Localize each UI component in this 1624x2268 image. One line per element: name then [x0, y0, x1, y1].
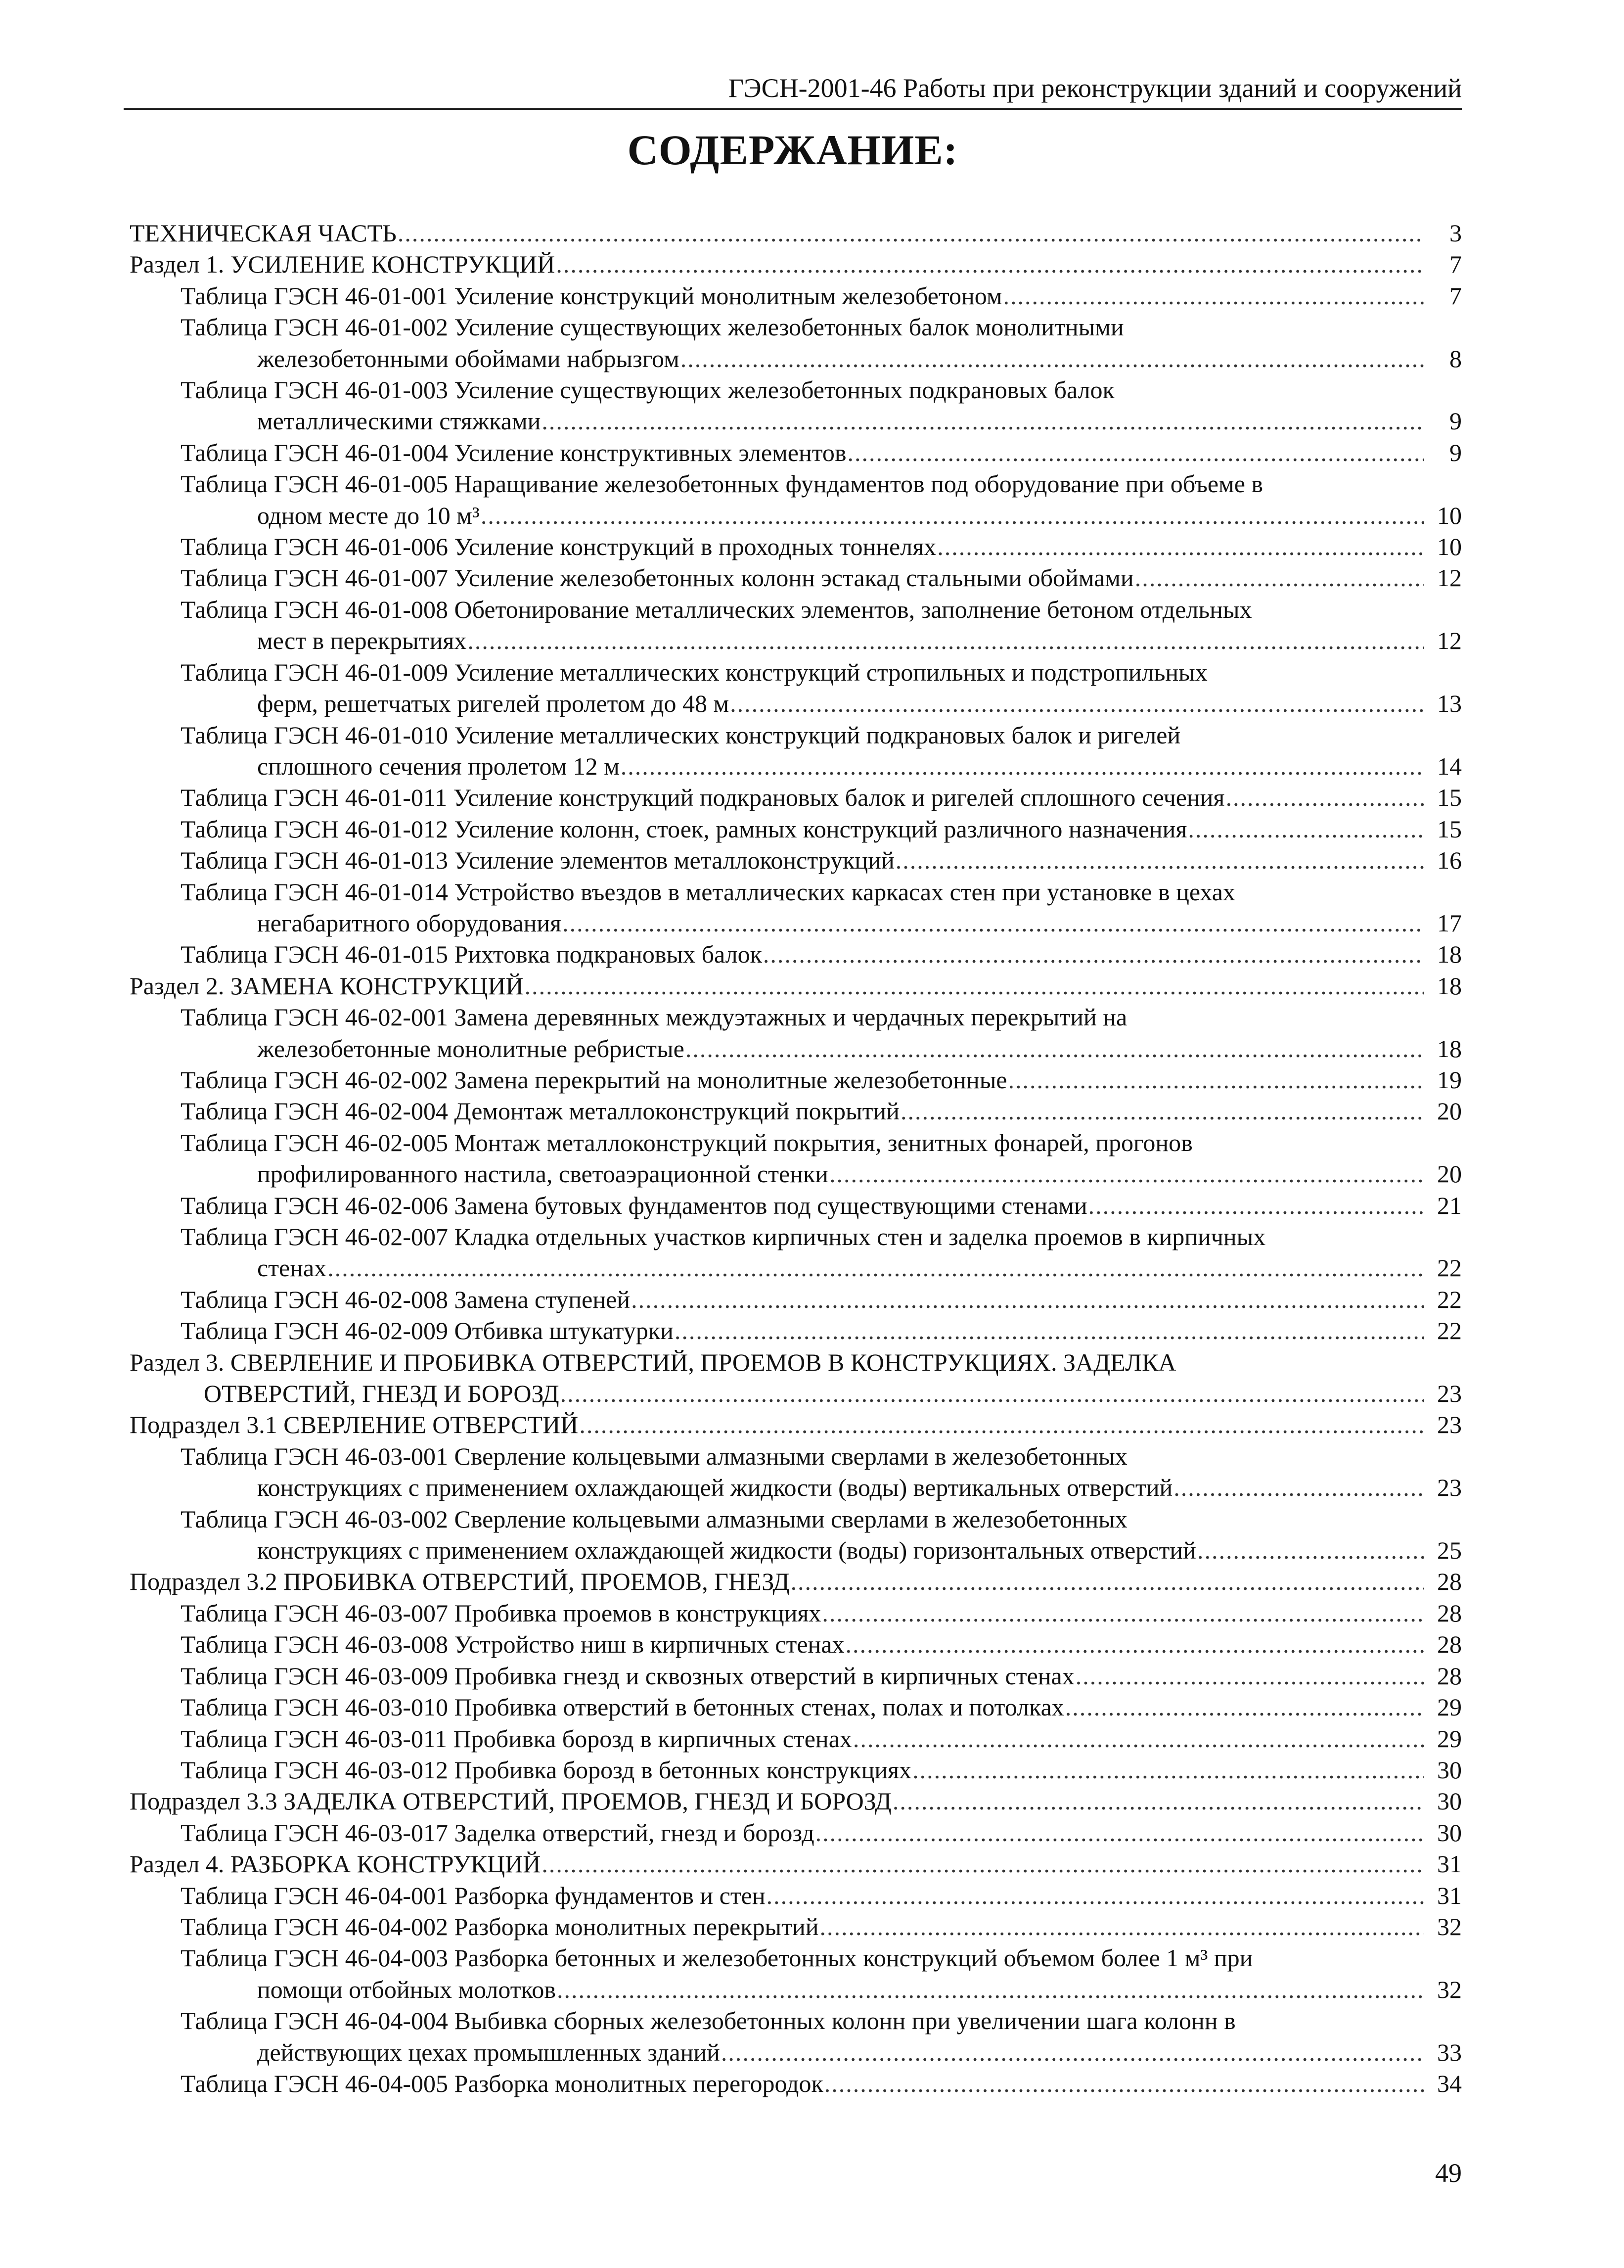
- toc-entry-line: [180, 437, 1462, 468]
- toc-entry-line: Таблица ГЭСН 46-02-001 Замена деревянных междуэтажных и чердачных перекрытий на: [180, 1003, 1128, 1031]
- toc-table-entry[interactable]: [0, 562, 1624, 594]
- toc-page-number: 29: [1437, 1693, 1462, 1721]
- toc-table-entry[interactable]: [0, 877, 1624, 939]
- toc-page-number: 17: [1437, 909, 1462, 937]
- toc-leader-dots: [579, 1409, 1424, 1440]
- toc-entry-line: Таблица ГЭСН 46-01-009 Усиление металлических конструкций стропильных и подстропильных: [180, 658, 1208, 686]
- toc-leader-dots: [675, 1315, 1424, 1346]
- toc-table-entry[interactable]: [0, 280, 1624, 312]
- toc-entry-text: Таблица ГЭСН 46-03-009 Пробивка гнезд и сквозных отверстий в кирпичных стенах: [180, 1662, 1075, 1690]
- toc-table-entry[interactable]: [0, 845, 1624, 876]
- toc-page-number: 20: [1437, 1160, 1462, 1188]
- toc-page-number: 23: [1437, 1411, 1462, 1439]
- toc-section-entry[interactable]: [0, 1347, 1624, 1410]
- table-of-contents: [0, 218, 1624, 2099]
- toc-table-entry[interactable]: [0, 1723, 1624, 1755]
- toc-entry-line: [130, 1786, 1462, 1817]
- toc-entry-line: [180, 1598, 1462, 1629]
- toc-table-entry[interactable]: [0, 720, 1624, 783]
- toc-section-entry[interactable]: [0, 971, 1624, 1002]
- toc-entry-text: Таблица ГЭСН 46-02-008 Замена ступеней: [180, 1285, 631, 1313]
- toc-leader-dots: [901, 1096, 1424, 1127]
- toc-entry-line: [180, 814, 1462, 845]
- toc-table-entry[interactable]: [0, 594, 1624, 657]
- toc-page-number: 33: [1437, 2038, 1462, 2066]
- toc-page-number: 10: [1437, 533, 1462, 561]
- toc-table-entry[interactable]: [0, 1598, 1624, 1629]
- toc-leader-dots: [560, 1378, 1424, 1409]
- toc-table-entry[interactable]: [0, 814, 1624, 845]
- toc-entry-text: Таблица ГЭСН 46-03-010 Пробивка отверстий в бетонных стенах, полах и потолках: [180, 1693, 1064, 1721]
- toc-leader-dots: [556, 249, 1424, 280]
- toc-section-entry[interactable]: [0, 1409, 1624, 1440]
- toc-leader-dots: [824, 2068, 1424, 2099]
- toc-leader-dots: [721, 2037, 1424, 2068]
- toc-section-entry[interactable]: [0, 218, 1624, 249]
- toc-leader-dots: [1008, 1065, 1424, 1096]
- toc-leader-dots: [790, 1566, 1424, 1597]
- toc-table-entry[interactable]: [0, 1127, 1624, 1190]
- toc-entry-line: [180, 1755, 1462, 1786]
- toc-table-entry[interactable]: [0, 782, 1624, 813]
- toc-leader-dots: [621, 751, 1424, 782]
- toc-page-number: 30: [1437, 1787, 1462, 1815]
- toc-leader-dots: [1197, 1535, 1424, 1566]
- toc-leader-dots: [467, 625, 1424, 656]
- toc-entry-line: [180, 751, 1462, 782]
- toc-entry-line: [180, 1817, 1462, 1849]
- toc-entry-text: ОТВЕРСТИЙ, ГНЕЗД И БОРОЗД: [204, 1380, 559, 1408]
- toc-entry-line: [180, 939, 1462, 970]
- toc-table-entry[interactable]: [0, 531, 1624, 562]
- toc-table-entry[interactable]: [0, 1315, 1624, 1346]
- toc-page-number: 18: [1437, 940, 1462, 969]
- toc-page-number: 25: [1437, 1536, 1462, 1565]
- toc-page-number: 7: [1449, 250, 1462, 278]
- toc-page-number: 7: [1449, 281, 1462, 310]
- toc-entry-text: Раздел 1. УСИЛЕНИЕ КОНСТРУКЦИЙ: [130, 250, 555, 278]
- toc-entry-text: стенах: [257, 1254, 327, 1282]
- toc-leader-dots: [562, 908, 1424, 939]
- toc-table-entry[interactable]: [0, 1911, 1624, 1943]
- toc-entry-line: [180, 1911, 1462, 1943]
- toc-table-entry[interactable]: [0, 1692, 1624, 1723]
- toc-entry-text: Таблица ГЭСН 46-03-011 Пробивка борозд в кирпичных стенах: [180, 1724, 852, 1753]
- toc-entry-line: [180, 1033, 1462, 1065]
- toc-leader-dots: [1065, 1692, 1424, 1723]
- toc-entry-text: Раздел 2. ЗАМЕНА КОНСТРУКЦИЙ: [130, 972, 524, 1000]
- toc-page-number: 14: [1437, 752, 1462, 780]
- toc-entry-line: [130, 1849, 1462, 1880]
- toc-entry-text: Таблица ГЭСН 46-03-007 Пробивка проемов в конструкциях: [180, 1599, 821, 1627]
- toc-table-entry[interactable]: [0, 1880, 1624, 1911]
- toc-entry-line: [180, 500, 1462, 531]
- toc-entry-line: [180, 1692, 1462, 1723]
- toc-entry-text: Таблица ГЭСН 46-04-001 Разборка фундаментов и стен: [180, 1881, 766, 1909]
- toc-entry-line: [180, 1629, 1462, 1660]
- toc-entry-line: [130, 249, 1462, 280]
- toc-leader-dots: [685, 1033, 1424, 1065]
- toc-entry-line: Раздел 3. СВЕРЛЕНИЕ И ПРОБИВКА ОТВЕРСТИЙ, ПРОЕМОВ В КОНСТРУКЦИЯХ. ЗАДЕЛКА: [130, 1348, 1176, 1376]
- toc-leader-dots: [525, 971, 1424, 1002]
- toc-entry-line: [180, 1190, 1462, 1221]
- toc-entry-text: Подраздел 3.1 СВЕРЛЕНИЕ ОТВЕРСТИЙ: [130, 1411, 579, 1439]
- toc-table-entry[interactable]: [0, 1504, 1624, 1567]
- toc-table-entry[interactable]: [0, 1065, 1624, 1096]
- toc-entry-text: Таблица ГЭСН 46-01-013 Усиление элементов металлоконструкций: [180, 846, 895, 875]
- toc-entry-text: ТЕХНИЧЕСКАЯ ЧАСТЬ: [130, 219, 397, 247]
- toc-page-number: 22: [1437, 1254, 1462, 1282]
- toc-entry-text: сплошного сечения пролетом 12 м: [257, 752, 620, 780]
- toc-entry-line: [180, 280, 1462, 312]
- toc-page-number: 31: [1437, 1881, 1462, 1909]
- toc-entry-line: [130, 1409, 1462, 1440]
- toc-leader-dots: [912, 1755, 1424, 1786]
- toc-leader-dots: [1225, 782, 1424, 813]
- toc-page-number: 22: [1437, 1285, 1462, 1313]
- toc-page-number: 21: [1437, 1191, 1462, 1219]
- toc-page-number: 31: [1437, 1850, 1462, 1878]
- toc-page-number: 10: [1437, 501, 1462, 529]
- running-header-text: ГЭСН-2001-46 Работы при реконструкции зданий и сооружений: [728, 73, 1462, 103]
- toc-leader-dots: [763, 939, 1424, 970]
- toc-leader-dots: [680, 343, 1424, 374]
- toc-section-entry[interactable]: [0, 249, 1624, 280]
- toc-leader-dots: [1188, 814, 1424, 845]
- toc-page-number: 28: [1437, 1630, 1462, 1659]
- toc-leader-dots: [819, 1911, 1424, 1943]
- toc-table-entry[interactable]: [0, 2005, 1624, 2068]
- toc-entry-text: Раздел 4. РАЗБОРКА КОНСТРУКЦИЙ: [130, 1850, 541, 1878]
- toc-page-number: 18: [1437, 972, 1462, 1000]
- toc-entry-line: [180, 2037, 1462, 2068]
- toc-leader-dots: [767, 1880, 1424, 1911]
- toc-entry-text: конструкциях с применением охлаждающей жидкости (воды) вертикальных отверстий: [257, 1474, 1173, 1502]
- toc-section-entry[interactable]: [0, 1786, 1624, 1817]
- toc-leader-dots: [327, 1252, 1424, 1284]
- toc-page-number: 28: [1437, 1599, 1462, 1627]
- toc-leader-dots: [398, 218, 1424, 249]
- toc-entry-text: Таблица ГЭСН 46-01-006 Усиление конструкций в проходных тоннелях: [180, 533, 937, 561]
- toc-entry-line: [180, 908, 1462, 939]
- toc-page-number: 19: [1437, 1065, 1462, 1094]
- toc-entry-line: Таблица ГЭСН 46-02-007 Кладка отдельных участков кирпичных стен и заделка проемов в кирпичных: [180, 1223, 1266, 1250]
- toc-entry-text: Таблица ГЭСН 46-01-001 Усиление конструкций монолитным железобетоном: [180, 281, 1002, 310]
- toc-entry-line: [130, 218, 1462, 249]
- toc-entry-line: [180, 406, 1462, 437]
- toc-entry-text: Таблица ГЭСН 46-03-008 Устройство ниш в кирпичных стенах: [180, 1630, 845, 1659]
- toc-entry-line: [180, 1096, 1462, 1127]
- toc-entry-text: ферм, решетчатых ригелей пролетом до 48 м: [257, 690, 729, 718]
- toc-entry-text: негабаритного оборудования: [257, 909, 562, 937]
- toc-entry-line: [180, 1880, 1462, 1911]
- toc-entry-text: железобетонные монолитные ребристые: [257, 1034, 684, 1063]
- toc-entry-line: Таблица ГЭСН 46-04-003 Разборка бетонных и железобетонных конструкций объемом более 1 м³ при: [180, 1944, 1253, 1972]
- toc-entry-text: Таблица ГЭСН 46-02-009 Отбивка штукатурки: [180, 1317, 674, 1345]
- toc-entry-line: [180, 1065, 1462, 1096]
- toc-leader-dots: [893, 1786, 1424, 1817]
- toc-entry-line: Таблица ГЭСН 46-01-010 Усиление металлических конструкций подкрановых балок и ригелей: [180, 721, 1181, 749]
- toc-entry-text: Таблица ГЭСН 46-04-002 Разборка монолитных перекрытий: [180, 1912, 819, 1941]
- toc-entry-text: Таблица ГЭСН 46-01-012 Усиление колонн, стоек, рамных конструкций различного назначения: [180, 815, 1187, 843]
- toc-table-entry[interactable]: [0, 312, 1624, 374]
- toc-table-entry[interactable]: [0, 374, 1624, 437]
- toc-page-number: 23: [1437, 1380, 1462, 1408]
- toc-entry-text: Таблица ГЭСН 46-04-005 Разборка монолитных перегородок: [180, 2069, 823, 2097]
- toc-table-entry[interactable]: [0, 657, 1624, 720]
- toc-page-number: 30: [1437, 1756, 1462, 1784]
- toc-leader-dots: [846, 1629, 1424, 1660]
- toc-table-entry[interactable]: [0, 1190, 1624, 1221]
- toc-entry-line: Таблица ГЭСН 46-01-014 Устройство въездов в металлических каркасах стен при установке в цехах: [180, 878, 1235, 906]
- toc-leader-dots: [829, 1158, 1424, 1190]
- toc-page-number: 15: [1437, 815, 1462, 843]
- page-number: 49: [1435, 2158, 1462, 2188]
- toc-entry-line: [180, 1472, 1462, 1503]
- toc-page-number: 32: [1437, 1912, 1462, 1941]
- toc-entry-line: Таблица ГЭСН 46-01-008 Обетонирование металлических элементов, заполнение бетоном отдельных: [180, 595, 1252, 623]
- toc-entry-line: Таблица ГЭСН 46-03-002 Сверление кольцевыми алмазными сверлами в железобетонных: [180, 1505, 1128, 1533]
- toc-entry-text: металлическими стяжками: [257, 407, 541, 435]
- toc-entry-line: [130, 1378, 1462, 1409]
- toc-leader-dots: [541, 1849, 1424, 1880]
- toc-entry-text: Таблица ГЭСН 46-02-006 Замена бутовых фундаментов под существующими стенами: [180, 1191, 1087, 1219]
- toc-entry-line: Таблица ГЭСН 46-02-005 Монтаж металлоконструкций покрытия, зенитных фонарей, прогонов: [180, 1128, 1193, 1157]
- toc-entry-text: Таблица ГЭСН 46-03-012 Пробивка борозд в бетонных конструкциях: [180, 1756, 912, 1784]
- toc-section-entry[interactable]: [0, 1566, 1624, 1597]
- toc-page-number: 18: [1437, 1034, 1462, 1063]
- toc-page-number: 32: [1437, 1975, 1462, 2003]
- toc-entry-line: [180, 1284, 1462, 1315]
- toc-entry-line: Таблица ГЭСН 46-03-001 Сверление кольцевыми алмазными сверлами в железобетонных: [180, 1442, 1128, 1470]
- toc-table-entry[interactable]: [0, 2068, 1624, 2099]
- toc-page-number: 34: [1437, 2069, 1462, 2097]
- toc-leader-dots: [1076, 1661, 1424, 1692]
- toc-page-number: 9: [1449, 407, 1462, 435]
- toc-page-number: 29: [1437, 1724, 1462, 1753]
- toc-table-entry[interactable]: [0, 437, 1624, 468]
- toc-table-entry[interactable]: [0, 1629, 1624, 1660]
- toc-entry-text: Подраздел 3.3 ЗАДЕЛКА ОТВЕРСТИЙ, ПРОЕМОВ, ГНЕЗД И БОРОЗД: [130, 1787, 892, 1815]
- toc-leader-dots: [1003, 280, 1424, 312]
- toc-leader-dots: [822, 1598, 1424, 1629]
- toc-entry-text: Таблица ГЭСН 46-02-004 Демонтаж металлоконструкций покрытий: [180, 1097, 900, 1125]
- toc-page-number: 16: [1437, 846, 1462, 875]
- toc-entry-line: Таблица ГЭСН 46-04-004 Выбивка сборных железобетонных колонн при увеличении шага колонн в: [180, 2007, 1236, 2035]
- toc-entry-line: [180, 625, 1462, 656]
- toc-entry-line: [180, 562, 1462, 594]
- toc-entry-text: Таблица ГЭСН 46-01-011 Усиление конструкций подкрановых балок и ригелей сплошного сечения: [180, 784, 1225, 812]
- toc-page-number: 12: [1437, 627, 1462, 655]
- toc-entry-line: [130, 1566, 1462, 1597]
- toc-entry-text: Таблица ГЭСН 46-01-015 Рихтовка подкрановых балок: [180, 940, 762, 969]
- toc-leader-dots: [1135, 562, 1424, 594]
- toc-entry-text: профилированного настила, светоаэрационной стенки: [257, 1160, 829, 1188]
- toc-entry-line: [180, 343, 1462, 374]
- toc-entry-line: [180, 1252, 1462, 1284]
- toc-entry-text: Подраздел 3.2 ПРОБИВКА ОТВЕРСТИЙ, ПРОЕМОВ, ГНЕЗД: [130, 1568, 790, 1596]
- toc-entry-text: конструкциях с применением охлаждающей жидкости (воды) горизонтальных отверстий: [257, 1536, 1196, 1565]
- toc-page-number: 13: [1437, 690, 1462, 718]
- toc-table-entry[interactable]: [0, 1943, 1624, 2005]
- toc-entry-text: Таблица ГЭСН 46-01-004 Усиление конструктивных элементов: [180, 438, 847, 466]
- toc-page-number: 12: [1437, 564, 1462, 592]
- toc-entry-text: мест в перекрытиях: [257, 627, 467, 655]
- toc-entry-line: [180, 1974, 1462, 2005]
- toc-page-number: 28: [1437, 1568, 1462, 1596]
- toc-leader-dots: [853, 1723, 1424, 1755]
- toc-table-entry[interactable]: [0, 1441, 1624, 1504]
- toc-entry-text: Таблица ГЭСН 46-02-002 Замена перекрытий на монолитные железобетонные: [180, 1065, 1007, 1094]
- toc-leader-dots: [815, 1817, 1424, 1849]
- toc-leader-dots: [896, 845, 1424, 876]
- running-header: [124, 68, 1462, 110]
- toc-entry-line: [180, 1158, 1462, 1190]
- toc-entry-line: [180, 688, 1462, 719]
- toc-leader-dots: [481, 500, 1424, 531]
- toc-entry-line: [180, 1723, 1462, 1755]
- toc-entry-line: Таблица ГЭСН 46-01-003 Усиление существующих железобетонных подкрановых балок: [180, 376, 1115, 404]
- toc-page-number: 3: [1449, 219, 1462, 247]
- toc-section-entry[interactable]: [0, 1849, 1624, 1880]
- toc-page-number: 23: [1437, 1474, 1462, 1502]
- toc-table-entry[interactable]: [0, 1661, 1624, 1692]
- toc-leader-dots: [730, 688, 1424, 719]
- toc-page-number: 30: [1437, 1818, 1462, 1847]
- toc-leader-dots: [631, 1284, 1424, 1315]
- toc-entry-line: [180, 845, 1462, 876]
- toc-entry-text: помощи отбойных молотков: [257, 1975, 556, 2003]
- toc-table-entry[interactable]: [0, 1221, 1624, 1284]
- toc-entry-text: железобетонными обоймами набрызгом: [257, 344, 679, 372]
- toc-entry-text: Таблица ГЭСН 46-03-017 Заделка отверстий, гнезд и борозд: [180, 1818, 814, 1847]
- toc-page-number: 8: [1449, 344, 1462, 372]
- toc-table-entry[interactable]: [0, 1002, 1624, 1065]
- toc-page-number: 20: [1437, 1097, 1462, 1125]
- toc-entry-text: Таблица ГЭСН 46-01-007 Усиление железобетонных колонн эстакад стальными обоймами: [180, 564, 1134, 592]
- toc-entry-line: [180, 1661, 1462, 1692]
- toc-entry-line: [130, 971, 1462, 1002]
- toc-table-entry[interactable]: [0, 468, 1624, 531]
- page-title: СОДЕРЖАНИЕ:: [627, 126, 958, 174]
- toc-entry-text: одном месте до 10 м³: [257, 501, 480, 529]
- toc-table-entry[interactable]: [0, 1096, 1624, 1127]
- toc-leader-dots: [1088, 1190, 1424, 1221]
- toc-table-entry[interactable]: [0, 1284, 1624, 1315]
- toc-entry-line: [180, 1535, 1462, 1566]
- toc-entry-line: [180, 782, 1462, 813]
- toc-table-entry[interactable]: [0, 1755, 1624, 1786]
- toc-entry-line: [180, 2068, 1462, 2099]
- toc-leader-dots: [557, 1974, 1424, 2005]
- toc-entry-line: [180, 1315, 1462, 1346]
- toc-page-number: 22: [1437, 1317, 1462, 1345]
- toc-leader-dots: [1173, 1472, 1424, 1503]
- toc-table-entry[interactable]: [0, 939, 1624, 970]
- toc-leader-dots: [848, 437, 1424, 468]
- toc-entry-line: [180, 531, 1462, 562]
- toc-entry-text: действующих цехах промышленных зданий: [257, 2038, 720, 2066]
- toc-page-number: 9: [1449, 438, 1462, 466]
- toc-table-entry[interactable]: [0, 1817, 1624, 1849]
- toc-leader-dots: [937, 531, 1424, 562]
- toc-entry-line: Таблица ГЭСН 46-01-005 Наращивание железобетонных фундаментов под оборудование при объеме в: [180, 470, 1263, 498]
- toc-page-number: 28: [1437, 1662, 1462, 1690]
- toc-page-number: 15: [1437, 784, 1462, 812]
- toc-entry-line: Таблица ГЭСН 46-01-002 Усиление существующих железобетонных балок монолитными: [180, 313, 1124, 341]
- toc-leader-dots: [541, 406, 1424, 437]
